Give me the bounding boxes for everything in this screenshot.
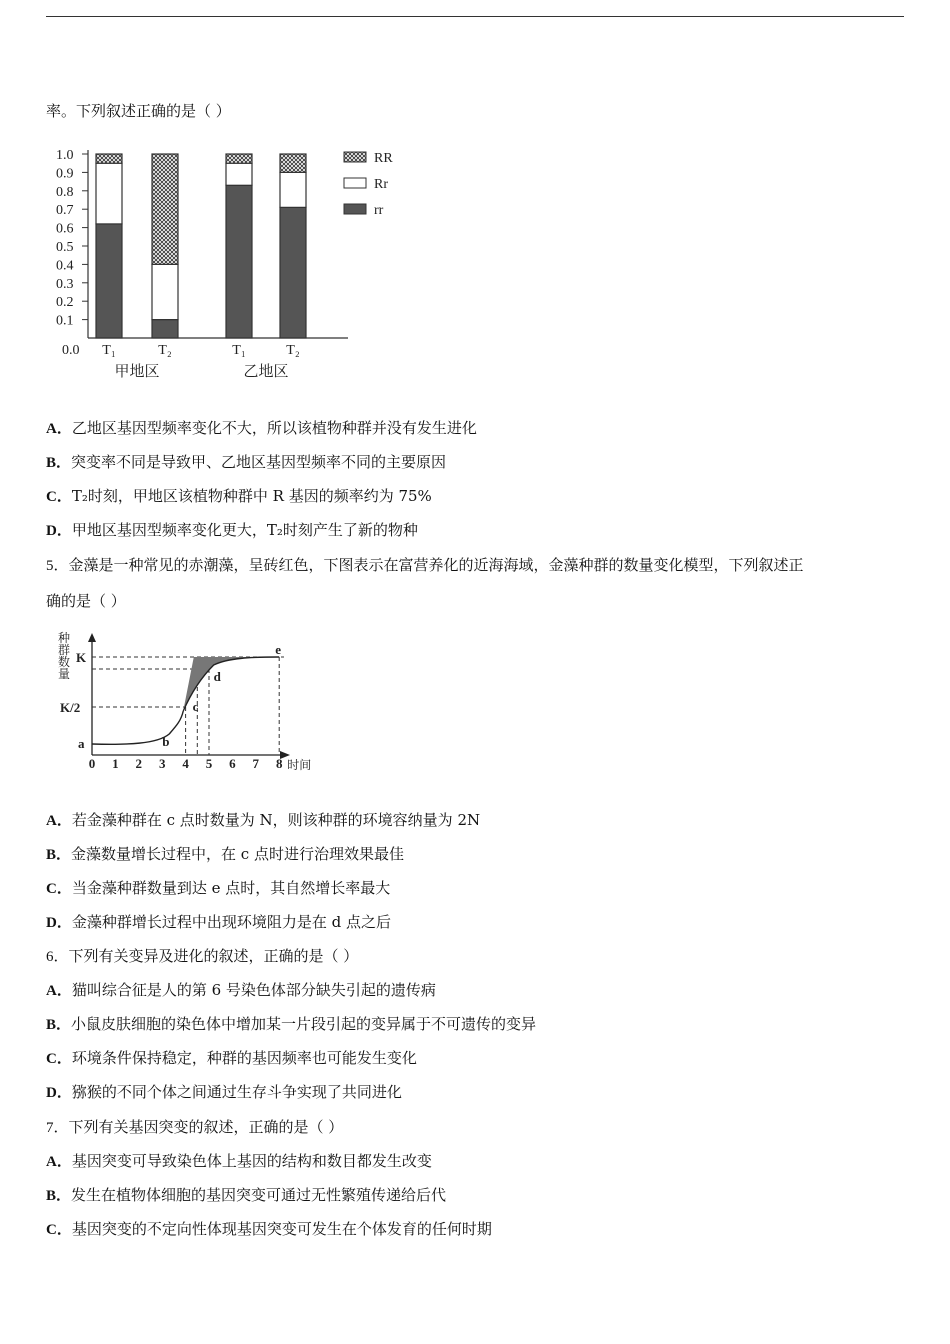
bar-segment-rr (226, 185, 252, 338)
population-growth-curve (52, 628, 322, 776)
q7-option-a: A．基因突变可导致染色体上基因的结构和数目都发生改变 (46, 1152, 432, 1170)
q7-option-c: C．基因突变的不定向性体现基因突变可发生在个体发育的任何时期 (46, 1220, 492, 1238)
x-tick-label: 1 (112, 756, 119, 771)
x-tick-label: 0 (88, 756, 96, 771)
legend-swatch-Rr (344, 178, 366, 188)
x-tick-label: T₁ (232, 343, 246, 358)
x-tick-label: 4 (182, 756, 189, 771)
question-6-stem: 6．下列有关变异及进化的叙述，正确的是（ ） (46, 947, 359, 965)
x-tick-label: 2 (135, 756, 143, 771)
y-tick-label: 0.9 (56, 166, 74, 182)
y-tick-label: 0.4 (56, 258, 74, 274)
q6-option-a: A．猫叫综合征是人的第 6 号染色体部分缺失引起的遗传病 (46, 981, 436, 999)
q5-option-c: C．当金藻种群数量到达 e 点时，其自然增长率最大 (46, 879, 391, 897)
x-tick-label: 7 (252, 756, 260, 771)
bar-segment-RR (226, 154, 252, 163)
bar-chart-legend (344, 151, 393, 218)
y-tick-label: 1.0 (56, 148, 74, 163)
y-tick-label: 0.2 (56, 295, 74, 311)
q6-option-c: C．环境条件保持稳定，种群的基因频率也可能发生变化 (46, 1049, 417, 1067)
y-tick-label: 0.0 (62, 343, 80, 358)
y-axis-arrow (88, 633, 96, 642)
legend-swatch-rr (344, 204, 366, 214)
bar-segment-rr (96, 224, 122, 338)
q6-option-d: D．猕猴的不同个体之间通过生存斗争实现了共同进化 (46, 1083, 402, 1101)
bar-segment-Rr (96, 163, 122, 224)
growth-curve-plot (58, 631, 311, 772)
y-tick-label: K (76, 650, 87, 665)
point-label-d: d (213, 669, 221, 684)
y-tick-label: 0.8 (56, 184, 74, 200)
y-tick-label: 0.1 (56, 313, 74, 329)
q6-option-b: B．小鼠皮肤细胞的染色体中增加某一片段引起的变异属于不可遗传的变异 (46, 1015, 537, 1033)
point-label-a: a (78, 736, 85, 751)
q4-option-c: C．T₂时刻，甲地区该植物种群中 R 基因的频率约为 75% (46, 487, 432, 505)
y-tick-label: 0.7 (56, 203, 74, 219)
bar-segment-RR (280, 154, 306, 172)
y-tick-label: 0.5 (56, 240, 74, 255)
x-tick-label: T₂ (158, 343, 172, 358)
bar-chart-yticks (56, 148, 88, 358)
group-label: 乙地区 (243, 364, 289, 380)
y-axis-title-char: 种 (58, 631, 71, 645)
bar-segment-Rr (280, 172, 306, 207)
point-label-e: e (275, 642, 281, 657)
q7-option-b: B．发生在植物体细胞的基因突变可通过无性繁殖传递给后代 (46, 1186, 447, 1204)
group-label: 甲地区 (114, 364, 160, 380)
x-tick-label: T₁ (102, 343, 116, 358)
x-axis-title: 时间 (287, 758, 312, 772)
x-tick-label: 8 (275, 756, 283, 771)
x-tick-label: T₂ (286, 343, 300, 358)
x-tick-label: 6 (229, 756, 236, 771)
x-tick-label: 5 (205, 756, 213, 771)
bar-chart-xlabels (102, 343, 300, 380)
bar-segment-Rr (152, 264, 178, 319)
legend-label-Rr: Rr (374, 177, 388, 192)
question-7-stem: 7．下列有关基因突变的叙述，正确的是（ ） (46, 1118, 344, 1136)
bar-chart-bars (96, 154, 306, 338)
q5-option-b: B．金藻数量增长过程中，在 c 点时进行治理效果最佳 (46, 845, 404, 863)
bar-segment-RR (152, 154, 178, 264)
bar-segment-rr (152, 320, 178, 338)
point-label-b: b (162, 734, 170, 749)
bar-chart-axes (88, 150, 348, 338)
q5-option-d: D．金藻种群增长过程中出现环境阻力是在 d 点之后 (46, 913, 391, 931)
bar-segment-RR (96, 154, 122, 163)
question-5-stem-cont: 确的是（ ） (46, 592, 126, 610)
point-label-c: c (192, 699, 199, 714)
q4-option-a: A．乙地区基因型频率变化不大，所以该植物种群并没有发生进化 (46, 419, 477, 437)
growth-curve-lower (92, 711, 183, 744)
y-axis-title-char: 数 (58, 655, 71, 669)
y-tick-label: 0.6 (56, 221, 74, 237)
bar-segment-rr (280, 207, 306, 338)
q5-option-a: A．若金藻种群在 c 点时数量为 N，则该种群的环境容纳量为 2N (46, 811, 481, 829)
question-5-stem: 5．金藻是一种常见的赤潮藻，呈砖红色，下图表示在富营养化的近海海域，金藻种群的数量变化模型，下列叙述正 (46, 556, 804, 574)
y-axis-title-char: 群 (58, 643, 71, 657)
legend-label-RR: RR (374, 151, 393, 166)
y-tick-label: K/2 (60, 700, 81, 715)
y-tick-label: 0.3 (56, 276, 74, 292)
x-tick-label: 3 (158, 756, 166, 771)
q4-option-d: D．甲地区基因型频率变化更大，T₂时刻产生了新的物种 (46, 521, 418, 539)
header-rule (46, 16, 904, 17)
y-axis-title-char: 量 (58, 667, 71, 681)
legend-label-rr: rr (374, 203, 384, 218)
genotype-frequency-bar-chart (52, 140, 412, 390)
question-4-stem-tail: 率。下列叙述正确的是（ ） (46, 102, 231, 120)
q4-option-b: B．突变率不同是导致甲、乙地区基因型频率不同的主要原因 (46, 453, 447, 471)
bar-segment-Rr (226, 163, 252, 185)
legend-swatch-RR (344, 152, 366, 162)
